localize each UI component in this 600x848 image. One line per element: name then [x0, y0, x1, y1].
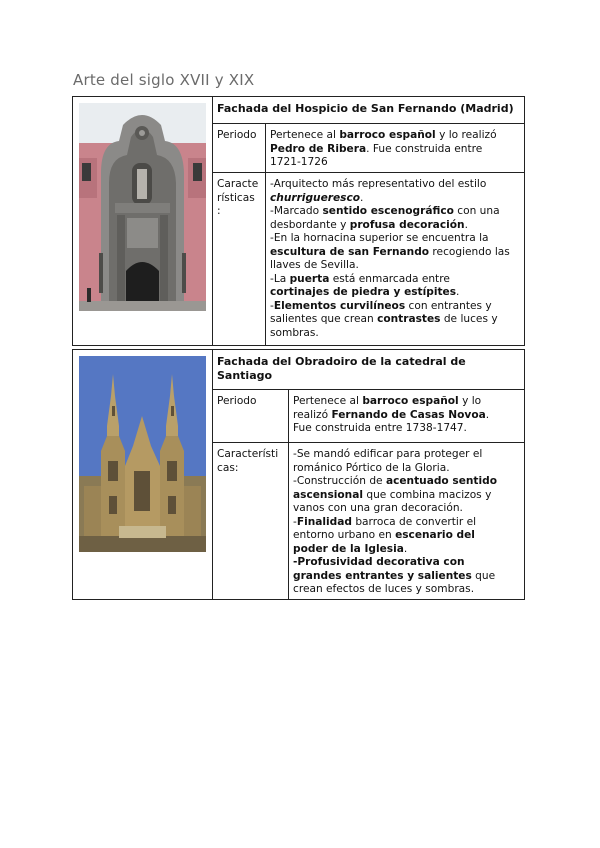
label-caracteristicas: Característi cas:	[213, 443, 289, 599]
row-caracteristicas	[213, 443, 524, 599]
value-periodo: Pertenece al barroco español y lo realizó Fernando de Casas Novoa. Fue construida entre 1738-1747.	[293, 395, 490, 434]
label-periodo: Periodo	[213, 390, 289, 442]
card-title: Fachada del Hospicio de San Fernando (Madrid)	[213, 97, 524, 124]
label-caracteristicas: Caracte rísticas :	[213, 173, 266, 345]
row-periodo	[213, 390, 524, 443]
image-cell	[73, 97, 213, 345]
row-periodo	[213, 124, 524, 173]
card-obradoiro-santiago	[72, 349, 525, 600]
card-title: Fachada del Obradoiro de la catedral de Santiago	[213, 350, 524, 390]
image-cell	[73, 350, 213, 599]
row-caracteristicas	[213, 173, 524, 345]
page-title: Arte del siglo XVII y XIX	[73, 71, 255, 89]
value-caracteristicas: -Arquitecto más representativo del estilo churrigueresco. -Marcado sentido escenográfico con una desbordante y profusa decoración. -En la hornacina superior se encuentra la escultura de san Fernando recogiendo las llaves de Sevilla. -La puerta está enmarcada entre cortinajes de piedra y estípites. -Elementos curvilíneos con entrantes y salientes que crean contrastes de luces y sombras.	[270, 178, 510, 339]
hospicio-facade-image	[79, 103, 206, 311]
value-periodo: Pertenece al barroco español y lo realizó Pedro de Ribera. Fue construida entre 1721-1726	[270, 129, 497, 168]
label-periodo: Periodo	[213, 124, 266, 172]
obradoiro-facade-image	[79, 356, 206, 552]
value-caracteristicas: -Se mandó edificar para proteger el románico Pórtico de la Gloria. -Construcción de acentuado sentido ascensional que combina macizos y vanos con una gran decoración. -Finalidad barroca de convertir el entorno urbano en escenario del poder de la Iglesia. -Profusividad decorativa con grandes entrantes y salientes que crean efectos de luces y sombras.	[293, 448, 497, 595]
card-hospicio-san-fernando	[72, 96, 525, 346]
